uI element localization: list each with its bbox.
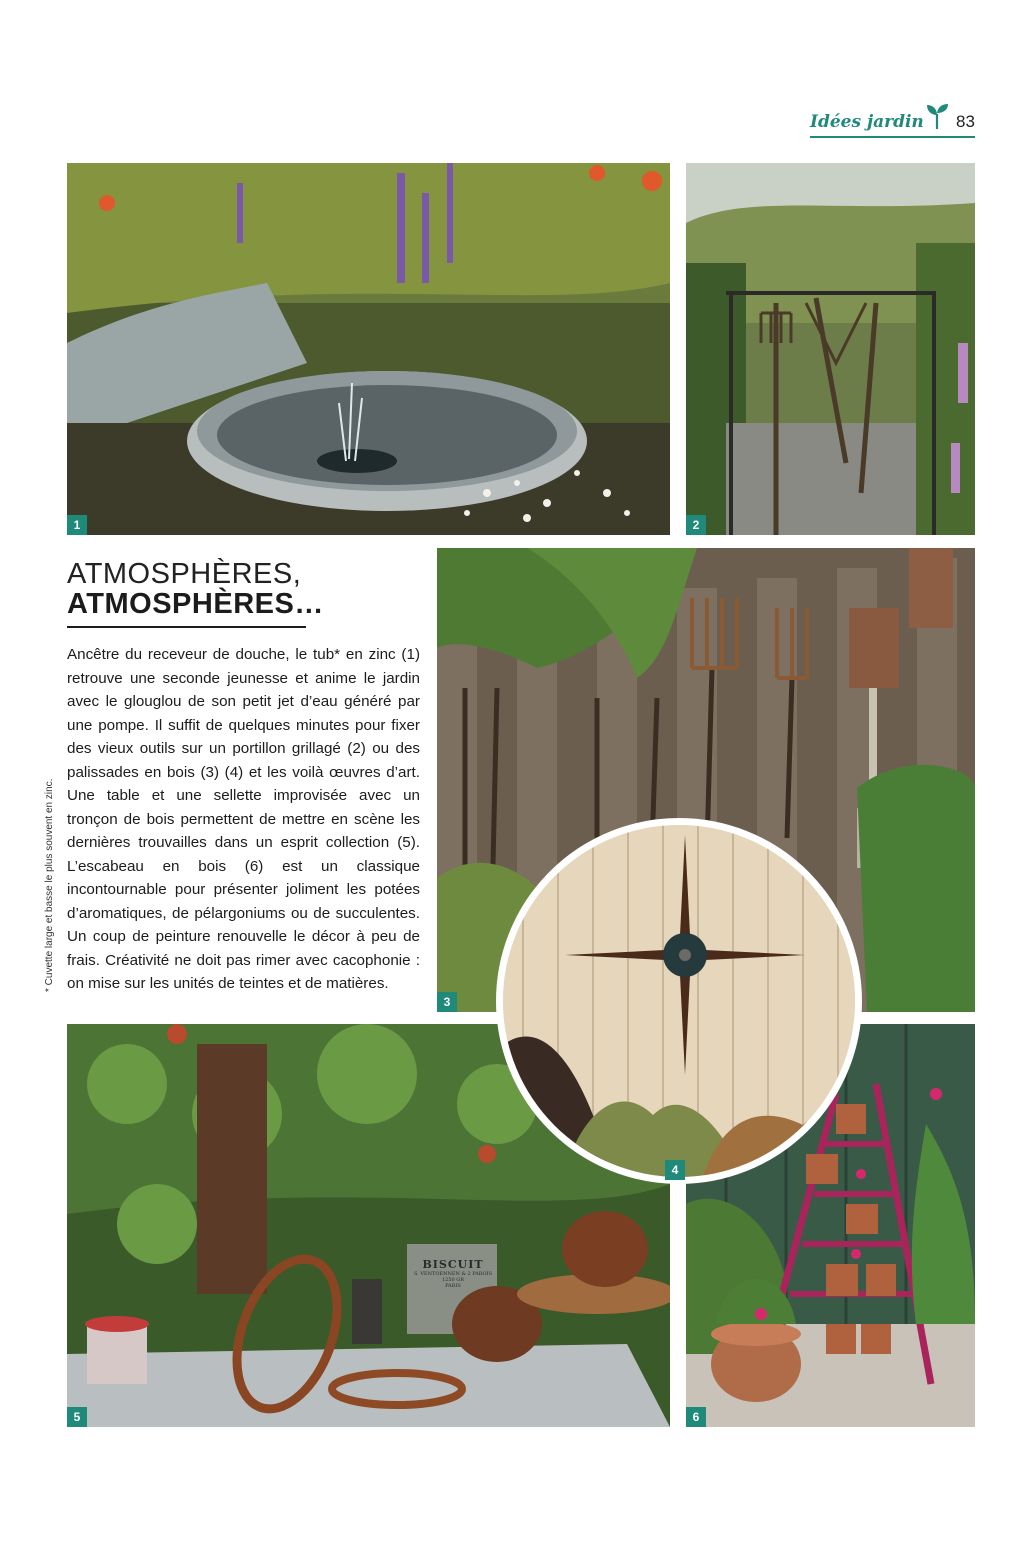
photo-tool-gate — [686, 163, 975, 535]
biscuit-sign — [405, 1258, 501, 1289]
article-title-line1: ATMOSPHÈRES, — [67, 558, 302, 590]
photo-label: 2 — [686, 515, 706, 535]
title-underline — [67, 626, 306, 628]
photo-label: 1 — [67, 515, 87, 535]
section-title: Idées jardin — [810, 112, 924, 132]
photo-zinc-tub — [67, 163, 670, 535]
biscuit-sign-line: S. VENTOENNEN & 2 PAROIS — [413, 1271, 493, 1277]
photo-label: 5 — [67, 1407, 87, 1427]
page-number: 83 — [956, 112, 975, 131]
photo-label: 3 — [437, 992, 457, 1012]
biscuit-sign-line: PARIS — [445, 1283, 461, 1289]
biscuit-sign-line: 1250 GR — [441, 1277, 465, 1283]
article-body: Ancêtre du receveur de douche, le tub* en zinc (1) retrouve une seconde jeunesse et anime le jardin avec le glouglou de son petit jet d’eau généré par une pompe. Il suffit de quelques minutes pour fixer des vieux outils sur un portillon grillagé (2) ou des palissades en bois (3) (4) et les voilà œuvres d’art. Une table et une sellette improvisée avec un tronçon de bois permettent de mettre en scène les dernières trouvailles dans un esprit collection (5). L’escabeau en bois (6) est un classique incontournable pour présenter joliment les potées d’aromatiques, de pélargoniums ou de succulentes. Un coup de peinture renouvelle le décor à peu de frais. Créativité ne doit pas rimer avec cacophonie : on mise sur les unités de teintes et de matières. — [67, 646, 420, 992]
footnote: * Cuvette large et basse le plus souvent en zinc. — [44, 778, 55, 992]
biscuit-sign-title: BISCUIT — [422, 1258, 484, 1271]
photo-label: 4 — [665, 1160, 685, 1180]
photo-saw-star — [496, 818, 862, 1184]
page-header — [810, 100, 975, 138]
article-title-line2: ATMOSPHÈRES… — [67, 588, 324, 620]
photo-label: 6 — [686, 1407, 706, 1427]
sprout-icon — [925, 102, 949, 130]
